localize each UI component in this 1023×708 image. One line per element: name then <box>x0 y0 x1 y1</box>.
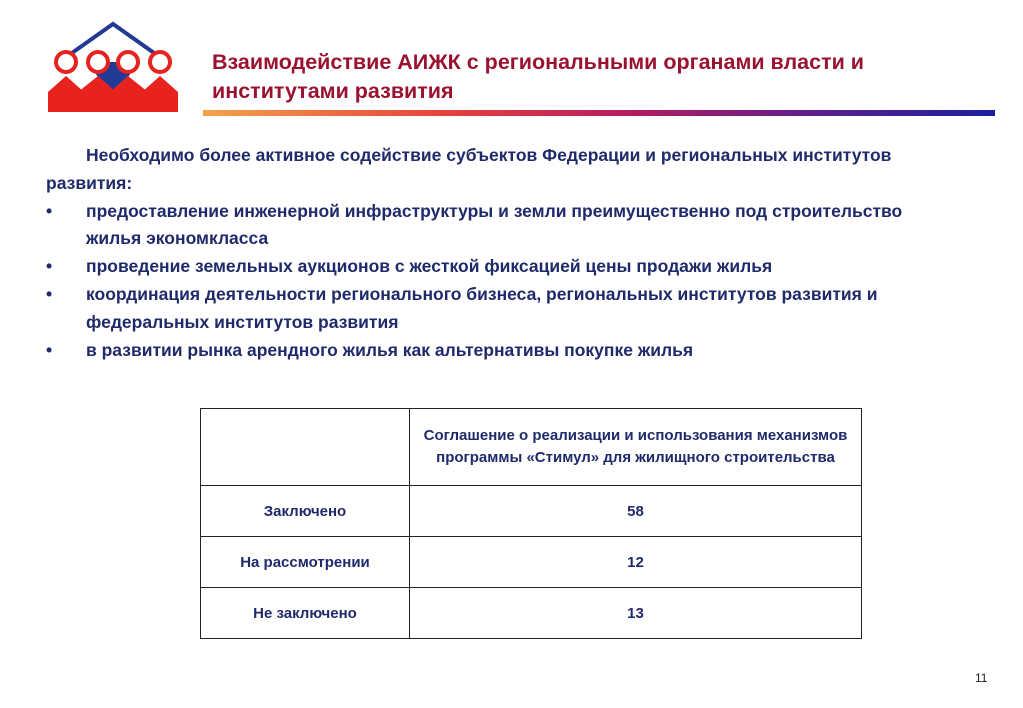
table-row <box>201 588 862 639</box>
page-number: 11 <box>975 671 988 685</box>
body-text <box>46 142 946 364</box>
table-row <box>201 537 862 588</box>
title-gradient-bar <box>203 110 995 116</box>
bullet-symbol: • <box>46 283 53 304</box>
row-value: 13 <box>410 588 862 639</box>
row-label: На рассмотрении <box>201 537 410 588</box>
bullet-item <box>46 198 946 254</box>
bullet-text: предоставление инженерной инфраструктуры и земли преимущественно под строительство жилья экономкласса <box>86 200 903 249</box>
bullet-text: координация деятельности регионального бизнеса, региональных институтов развития и федеральных институтов развития <box>86 283 878 332</box>
bullet-symbol: • <box>46 339 53 360</box>
table-header-empty <box>201 409 410 486</box>
table-header-row <box>201 409 862 486</box>
row-value: 58 <box>410 486 862 537</box>
bullet-item <box>46 281 946 337</box>
bullet-text: проведение земельных аукционов с жесткой фиксацией цены продажи жилья <box>86 256 773 277</box>
agreements-table <box>200 408 862 639</box>
bullet-symbol: • <box>46 256 53 277</box>
intro-paragraph: Необходимо более активное содействие субъектов Федерации и региональных институтов развития: <box>46 145 892 193</box>
table-row <box>201 486 862 537</box>
slide-title: Взаимодействие АИЖК с региональными органами власти и институтами развития <box>212 50 865 103</box>
bullet-item <box>46 337 946 365</box>
bullet-text: в развитии рынка арендного жилья как альтернативы покупке жилья <box>86 339 694 360</box>
people-house-logo <box>44 20 182 116</box>
row-label: Не заключено <box>201 588 410 639</box>
row-value: 12 <box>410 537 862 588</box>
bullet-item <box>46 253 946 281</box>
table-header-agreement: Соглашение о реализации и использования механизмов программы «Стимул» для жилищного строительства <box>410 409 862 486</box>
row-label: Заключено <box>201 486 410 537</box>
bullet-symbol: • <box>46 200 53 221</box>
